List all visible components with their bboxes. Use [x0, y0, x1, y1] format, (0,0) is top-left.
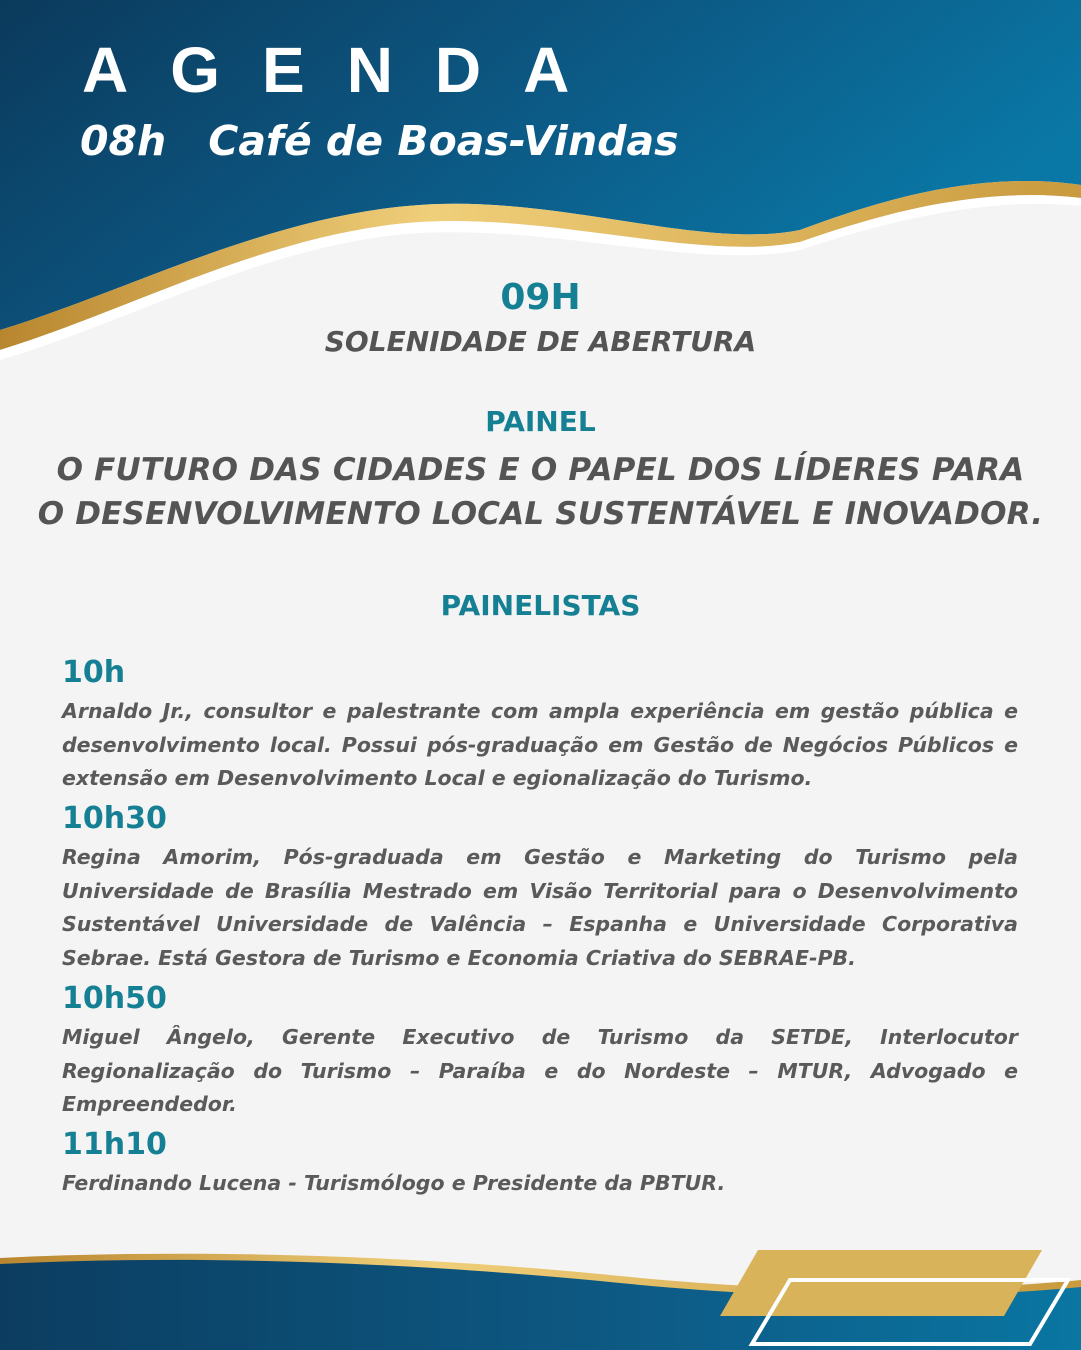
speaker-time: 11h10: [62, 1127, 167, 1162]
panelists-heading: PAINELISTAS: [440, 589, 641, 622]
panel-title-line1: O FUTURO DAS CIDADES E O PAPEL DOS LÍDERES PARA: [56, 452, 1025, 488]
panel-title-line2: O DESENVOLVIMENTO LOCAL SUSTENTÁVEL E INOVADOR.: [37, 496, 1044, 532]
speaker-bio: Miguel Ângelo, Gerente Executivo de Turismo da SETDE, Interlocutor Regionalização do Turismo – Paraíba e do Nordeste – MTUR, Advogado e Empreendedor.: [62, 1025, 1018, 1116]
speaker-entry: [62, 1127, 1018, 1201]
speaker-entry: [62, 981, 1018, 1122]
speaker-entry: [62, 655, 1018, 796]
speaker-bio: Arnaldo Jr., consultor e palestrante com ampla experiência em gestão pública e desenvolvimento local. Possui pós-graduação em Gestão de Negócios Públicos e extensão em Desenvolvimento Local e egionalização do Turismo.: [62, 699, 1018, 790]
opening-time: 09H: [500, 277, 581, 318]
speaker-entry: [62, 801, 1018, 975]
speaker-time: 10h50: [62, 981, 167, 1016]
speaker-time: 10h: [62, 655, 126, 690]
welcome-label: Café de Boas-Vindas: [208, 117, 679, 165]
speaker-time: 10h30: [62, 801, 167, 836]
welcome-coffee-line: [80, 117, 679, 165]
speaker-bio: Ferdinando Lucena - Turismólogo e Presidente da PBTUR.: [62, 1171, 726, 1195]
panel-heading: PAINEL: [485, 405, 596, 438]
panel-title: [0, 448, 1081, 536]
opening-label: SOLENIDADE DE ABERTURA: [324, 325, 757, 358]
agenda-title: AGENDA: [82, 34, 612, 106]
welcome-time: 08h: [80, 117, 167, 165]
speaker-bio: Regina Amorim, Pós-graduada em Gestão e Marketing do Turismo pela Universidade de Brasília Mestrado em Visão Territorial para o Desenvolvimento Sustentável Universidade de Valência – Espanha e Universidade Corporativa Sebrae. Está Gestora de Turismo e Economia Criativa do SEBRAE-PB.: [62, 845, 1018, 970]
